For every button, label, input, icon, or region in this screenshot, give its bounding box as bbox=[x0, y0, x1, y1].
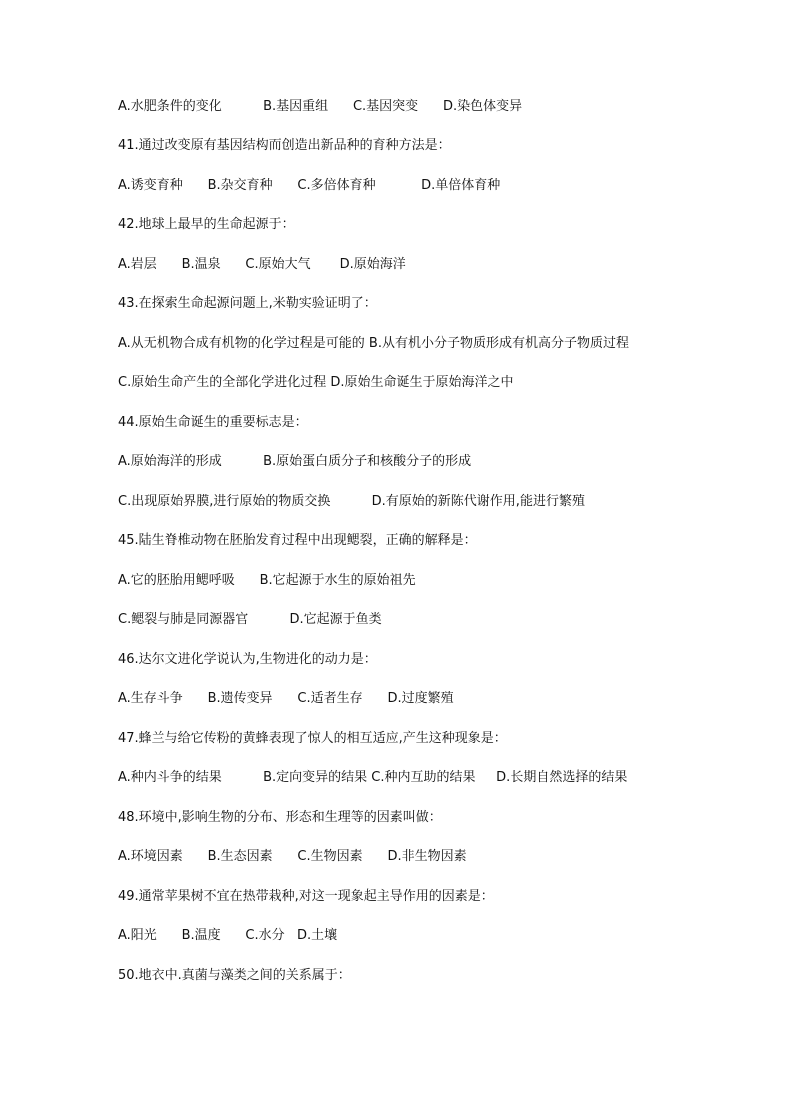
q50-question: 50.地衣中.真菌与藻类之间的关系属于： bbox=[118, 968, 351, 983]
q45-options-ab: A.它的胚胎用鳃呼吸 B.它起源于水生的原始祖先 bbox=[118, 573, 416, 588]
q42-options: A.岩层 B.温泉 C.原始大气 D.原始海洋 bbox=[118, 257, 406, 272]
q46-options: A.生存斗争 B.遗传变异 C.适者生存 D.过度繁殖 bbox=[118, 691, 454, 706]
q42-question: 42.地球上最早的生命起源于： bbox=[118, 217, 295, 232]
q47-options: A.种内斗争的结果 B.定向变异的结果 C.种内互助的结果 D.长期自然选择的结果 bbox=[118, 770, 628, 785]
q45-question: 45.陆生脊椎动物在胚胎发育过程中出现鳃裂，正确的解释是： bbox=[118, 533, 477, 548]
q44-options-cd: C.出现原始界膜,进行原始的物质交换 D.有原始的新陈代谢作用,能进行繁殖 bbox=[118, 494, 585, 509]
q47-question: 47.蜂兰与给它传粉的黄蜂表现了惊人的相互适应,产生这种现象是： bbox=[118, 731, 507, 746]
q49-question: 49.通常苹果树不宜在热带栽种,对这一现象起主导作用的因素是： bbox=[118, 889, 494, 904]
q46-question: 46.达尔文进化学说认为,生物进化的动力是： bbox=[118, 652, 377, 667]
q49-options: A.阳光 B.温度 C.水分 D.土壤 bbox=[118, 928, 338, 943]
q45-options-cd: C.鳃裂与肺是同源器官 D.它起源于鱼类 bbox=[118, 612, 382, 627]
q48-options: A.环境因素 B.生态因素 C.生物因素 D.非生物因素 bbox=[118, 849, 467, 864]
q41-question: 41.通过改变原有基因结构而创造出新品种的育种方法是： bbox=[118, 138, 451, 153]
q44-question: 44.原始生命诞生的重要标志是： bbox=[118, 415, 308, 430]
q48-question: 48.环境中,影响生物的分布、形态和生理等的因素叫做： bbox=[118, 810, 442, 825]
q43-question: 43.在探索生命起源问题上,米勒实验证明了： bbox=[118, 296, 377, 311]
q43-options-cd: C.原始生命产生的全部化学进化过程 D.原始生命诞生于原始海洋之中 bbox=[118, 375, 514, 390]
q40-options: A.水肥条件的变化 B.基因重组 C.基因突变 D.染色体变异 bbox=[118, 99, 523, 114]
q43-options-ab: A.从无机物合成有机物的化学过程是可能的 B.从有机小分子物质形成有机高分子物质过程 bbox=[118, 336, 629, 351]
q44-options-ab: A.原始海洋的形成 B.原始蛋白质分子和核酸分子的形成 bbox=[118, 454, 472, 469]
q41-options: A.诱变育种 B.杂交育种 C.多倍体育种 D.单倍体育种 bbox=[118, 178, 501, 193]
